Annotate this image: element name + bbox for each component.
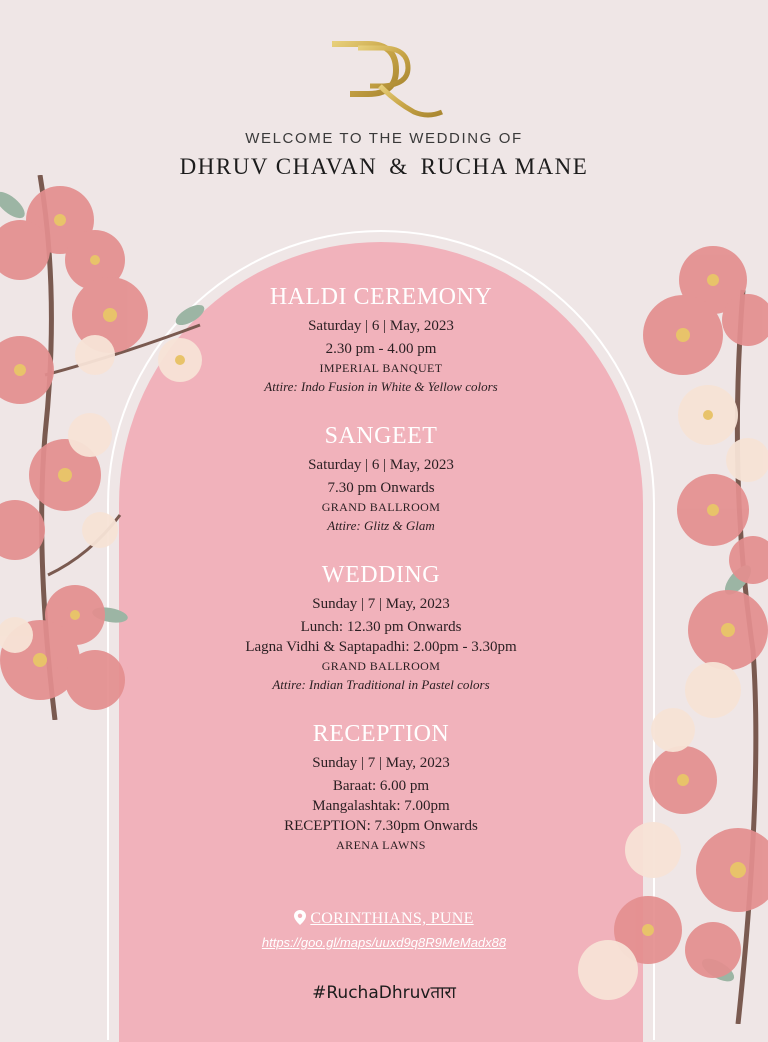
event-reception xyxy=(119,719,643,854)
event-time: Mangalashtak: 7.00pm xyxy=(312,798,450,814)
event-venue: IMPERIAL BANQUET xyxy=(319,361,443,375)
event-date: Saturday | 6 | May, 2023 xyxy=(308,457,454,473)
event-title: SANGEET xyxy=(324,423,438,449)
bride-name: RUCHA MANE xyxy=(420,154,589,179)
event-time: RECEPTION: 7.30pm Onwards xyxy=(284,818,478,834)
event-time: 7.30 pm Onwards xyxy=(327,480,435,496)
event-time: Lunch: 12.30 pm Onwards xyxy=(300,619,462,635)
welcome-heading: WELCOME TO THE WEDDING OF xyxy=(245,130,523,147)
location-pin-icon xyxy=(294,910,306,925)
event-title: HALDI CEREMONY xyxy=(269,284,493,310)
event-title: WEDDING xyxy=(321,562,441,588)
event-date: Sunday | 7 | May, 2023 xyxy=(312,755,450,771)
event-wedding xyxy=(119,560,643,695)
maps-url-link[interactable]: https://goo.gl/maps/uuxd9q8R9MeMadx88 xyxy=(261,935,507,950)
event-venue: ARENA LAWNS xyxy=(336,838,426,852)
event-sangeet xyxy=(119,421,643,536)
wedding-hashtag: #RuchaDhruvतारा xyxy=(312,983,456,1003)
event-date: Sunday | 7 | May, 2023 xyxy=(312,596,450,612)
event-time: Baraat: 6.00 pm xyxy=(332,778,430,794)
event-attire: Attire: Indian Traditional in Pastel colors xyxy=(272,677,490,692)
event-title: RECEPTION xyxy=(312,721,450,747)
location-label: CORINTHIANS, PUNE xyxy=(310,910,474,927)
ampersand: & xyxy=(389,154,409,179)
event-time: 2.30 pm - 4.00 pm xyxy=(325,341,437,357)
couple-names xyxy=(0,154,768,180)
groom-name: DHRUV CHAVAN xyxy=(179,154,378,179)
event-venue: GRAND BALLROOM xyxy=(321,659,441,673)
event-time: Lagna Vidhi & Saptapadhi: 2.00pm - 3.30pm xyxy=(245,639,517,655)
monogram-logo xyxy=(324,36,448,120)
event-attire: Attire: Indo Fusion in White & Yellow colors xyxy=(264,379,498,394)
event-schedule xyxy=(119,282,643,878)
event-attire: Attire: Glitz & Glam xyxy=(327,518,435,533)
location-link[interactable] xyxy=(0,910,768,928)
event-haldi xyxy=(119,282,643,397)
event-date: Saturday | 6 | May, 2023 xyxy=(308,318,454,334)
event-venue: GRAND BALLROOM xyxy=(321,500,441,514)
